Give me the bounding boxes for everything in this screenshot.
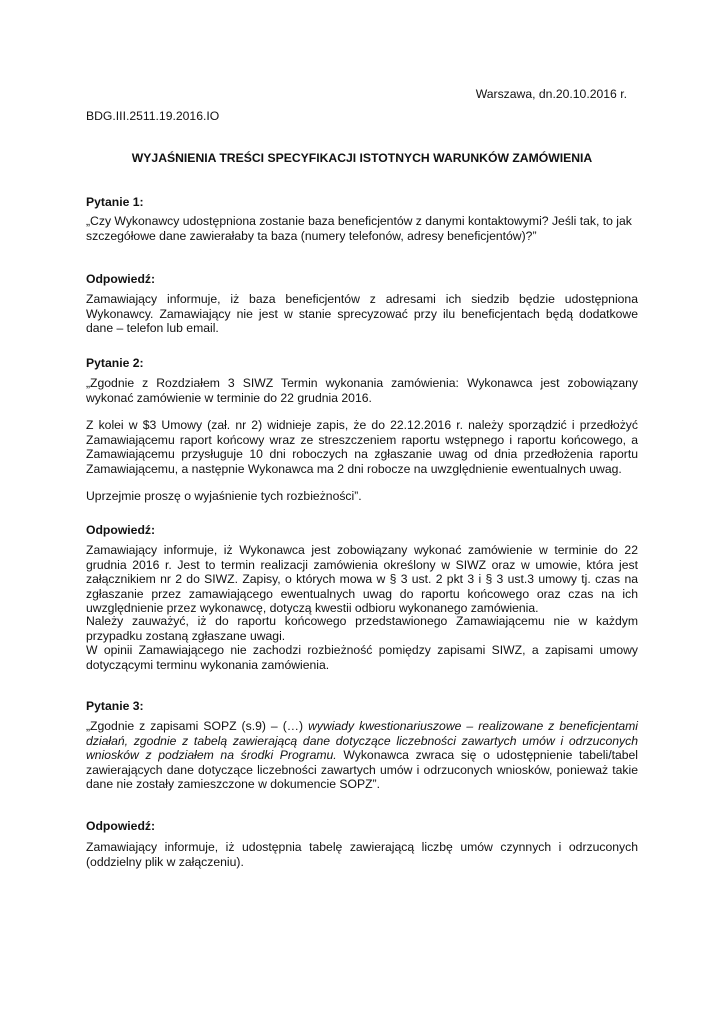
question-2-paragraph-1: „Zgodnie z Rozdziałem 3 SIWZ Termin wykonania zamówienia: Wykonawca jest zobowiązany wykonać zamówienie w terminie do 22 grudnia 2016.	[86, 376, 638, 405]
answer-2-paragraph-2: Należy zauważyć, iż do raportu końcowego przedstawionego Zamawiającemu nie w każdym przypadku zostaną zgłaszane uwagi.	[86, 614, 638, 643]
question-1-heading: Pytanie 1:	[86, 195, 144, 209]
answer-2-heading: Odpowiedź:	[86, 523, 156, 537]
question-3-text-intro: „Zgodnie z zapisami SOPZ (s.9) – (…)	[86, 719, 309, 733]
question-2-heading: Pytanie 2:	[86, 356, 144, 370]
question-2-paragraph-2: Z kolei w $3 Umowy (zał. nr 2) widnieje zapis, że do 22.12.2016 r. należy sporządzić i przedłożyć Zamawiającemu raport końcowy wraz ze streszczeniem raportu wstępnego i raportu końcowego, a Zamawiającemu przysługuje 10 dni roboczych na zgłaszanie uwag od dnia przedłożenia raportu Zamawiającemu, a następnie Wykonawca ma 2 dni robocze na uwzględnienie ewentualnych uwag.	[86, 418, 638, 476]
document-title: WYJAŚNIENIA TREŚCI SPECYFIKACJI ISTOTNYCH WARUNKÓW ZAMÓWIENIA	[131, 151, 593, 165]
question-3-heading: Pytanie 3:	[86, 699, 144, 713]
answer-1-text: Zamawiający informuje, iż baza beneficjentów z adresami ich siedzib będzie udostępniona Wykonawcy. Zamawiający nie jest w stanie sprecyzować przy ilu beneficjentach będą dodatkowe dane – telefon lub email.	[86, 292, 638, 336]
reference-number: BDG.III.2511.19.2016.IO	[86, 109, 220, 123]
question-3-text-quote: wywiady kwestionariuszowe – realizowane z beneficjentami działań, zgodnie z tabelą zawierającą dane dotyczące liczebności zawartych umów i odrzuconych wniosków z podziałem na środki Programu.	[86, 719, 638, 763]
answer-2-paragraph-1: Zamawiający informuje, iż Wykonawca jest zobowiązany wykonać zamówienie w terminie do 22 grudnia 2016 r. Jest to termin realizacji zamówienia określony w SIWZ oraz w umowie, która jest załącznikiem nr 2 do SIWZ. Zapisy, o których mowa w § 3 ust. 2 pkt 3 i § 3 ust.3 umowy tj. czas na zgłaszanie przez zamawiającego ewentualnych uwag do raportu końcowego oraz czas na ich uwzględnienie przez wykonawcę, dotyczą kwestii odbioru wykonanego zamówienia.	[86, 543, 638, 616]
question-1-text: „Czy Wykonawcy udostępniona zostanie baza beneficjentów z danymi kontaktowymi? Jeśli tak, to jak szczegółowe dane zawierałaby ta baza (numery telefonów, adresy beneficjentów)?”	[86, 214, 632, 243]
date-line: Warszawa, dn.20.10.2016 r.	[475, 87, 627, 101]
question-3-text	[86, 719, 638, 792]
answer-3-text: Zamawiający informuje, iż udostępnia tabelę zawierającą liczbę umów czynnych i odrzuconych (oddzielny plik w załączeniu).	[86, 840, 638, 869]
question-3-text-request: Wykonawca zwraca się o udostępnienie tabeli/tabel zawierających dane dotyczące liczebności zawartych umów i odrzuconych wniosków, ponieważ takie dane nie zostały zamieszczone w dokumencie SOPZ”.	[86, 748, 639, 792]
answer-1-heading: Odpowiedź:	[86, 272, 156, 286]
answer-3-heading: Odpowiedź:	[86, 819, 156, 833]
answer-2-paragraph-3: W opinii Zamawiającego nie zachodzi rozbieżność pomiędzy zapisami SIWZ, a zapisami umowy dotyczącymi terminu wykonania zamówienia.	[86, 643, 638, 672]
question-2-paragraph-3: Uprzejmie proszę o wyjaśnienie tych rozbieżności”.	[86, 489, 362, 503]
